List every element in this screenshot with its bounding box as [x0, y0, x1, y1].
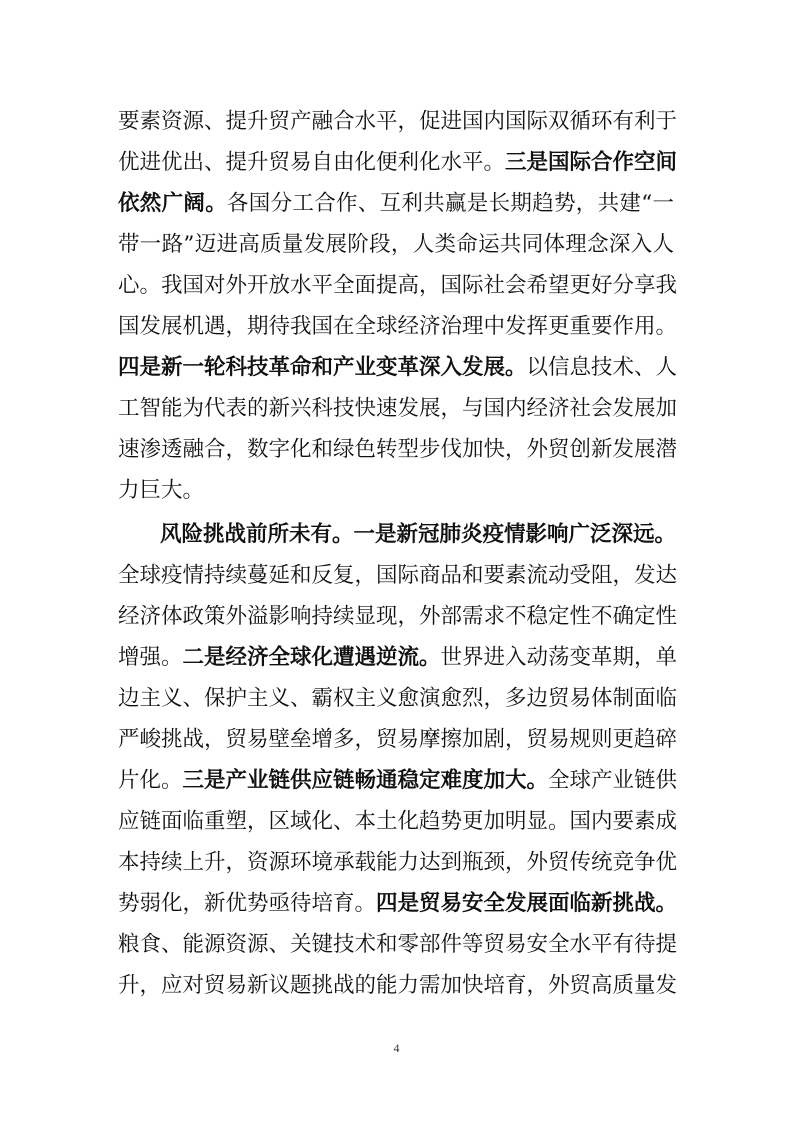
text-line: 国发展机遇，期待我国在全球经济治理中发挥更重要作用。 — [118, 314, 678, 339]
text-line: 升，应对贸易新议题挑战的能力需加快培育，外贸高质量发 — [118, 973, 678, 998]
paragraph-heading: 风险挑战前所未有。一是新冠肺炎疫情影响广泛深远。 — [160, 522, 677, 547]
emphasis-heading: 二是经济全球化遭遇逆流。 — [182, 645, 441, 670]
text-line: 应链面临重塑，区域化、本土化趋势更加明显。国内要素成 — [118, 809, 678, 834]
emphasis-heading: 四是新一轮科技革命和产业变革深入发展。 — [118, 355, 527, 380]
text-line: 边主义、保护主义、霸权主义愈演愈烈，多边贸易体制面临 — [118, 686, 678, 711]
text-line: 全球疫情持续蔓延和反复，国际商品和要素流动受阻，发达 — [118, 563, 678, 588]
text-line: 速渗透融合，数字化和绿色转型步伐加快，外贸创新发展潜 — [118, 437, 678, 462]
text-line: 粮食、能源资源、关键技术和零部件等贸易安全水平有待提 — [118, 932, 678, 957]
text-line: 工智能为代表的新兴科技快速发展，与国内经济社会发展加 — [118, 396, 678, 421]
text-line: 优进优出、提升贸易自由化便利化水平。三是国际合作空间 — [118, 150, 678, 175]
text-line: 四是新一轮科技革命和产业变革深入发展。以信息技术、人 — [118, 355, 678, 380]
emphasis-heading: 四是贸易安全发展面临新挑战。 — [376, 891, 678, 916]
text-line: 心。我国对外开放水平全面提高，国际社会希望更好分享我 — [118, 273, 678, 298]
text-line: 力巨大。 — [118, 478, 205, 503]
text-line: 依然广阔。各国分工合作、互利共赢是长期趋势，共建“一 — [118, 191, 674, 216]
text-line: 带一路”迈进高质量发展阶段，人类命运共同体理念深入人 — [118, 232, 674, 257]
emphasis-heading: 三是国际合作空间 — [505, 150, 678, 175]
text-line: 增强。二是经济全球化遭遇逆流。世界进入动荡变革期，单 — [118, 645, 678, 670]
text-line: 要素资源、提升贸产融合水平，促进国内国际双循环有利于 — [118, 109, 678, 134]
text-line: 片化。三是产业链供应链畅通稳定难度加大。全球产业链供 — [118, 768, 678, 793]
text-line: 势弱化，新优势亟待培育。四是贸易安全发展面临新挑战。 — [118, 891, 678, 916]
text-line: 经济体政策外溢影响持续显现，外部需求不稳定性不确定性 — [118, 604, 678, 629]
page-number: 4 — [393, 1041, 400, 1055]
emphasis-heading: 依然广阔。 — [118, 191, 227, 216]
text-line: 严峻挑战，贸易壁垒增多，贸易摩擦加剧，贸易规则更趋碎 — [118, 727, 678, 752]
text-line: 本持续上升，资源环境承载能力达到瓶颈，外贸传统竞争优 — [118, 850, 678, 875]
emphasis-heading: 三是产业链供应链畅通稳定难度加大。 — [182, 768, 549, 793]
